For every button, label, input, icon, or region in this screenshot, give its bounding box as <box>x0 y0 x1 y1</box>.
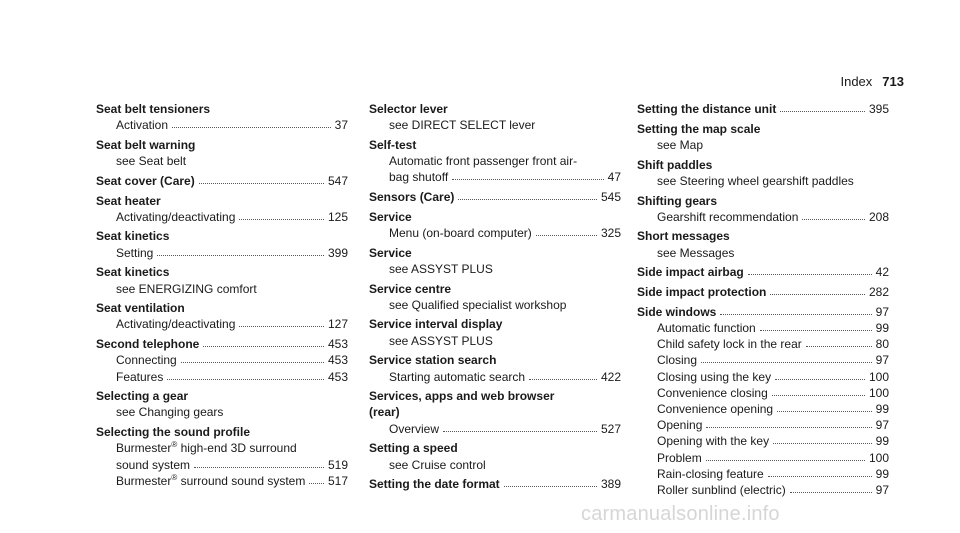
index-entry <box>96 193 348 225</box>
index-subentry <box>637 401 889 417</box>
index-entry <box>369 476 621 492</box>
subentry-label <box>657 336 802 352</box>
term-label: Side impact protection <box>637 285 767 300</box>
term-label: Seat ventilation <box>96 301 185 316</box>
subentry-label <box>116 153 186 169</box>
page-reference: 97 <box>875 418 889 433</box>
subentry-text: Rain-closing feature <box>657 466 764 481</box>
index-entry <box>96 424 348 489</box>
index-term <box>637 284 889 300</box>
subentry-text: Starting automatic search <box>389 369 526 384</box>
page-reference: 389 <box>600 477 621 492</box>
subentry-label <box>389 457 486 473</box>
index-term <box>637 264 889 280</box>
index-entry <box>96 228 348 260</box>
index-term <box>369 137 621 153</box>
term-label: Services, apps and web browser <box>369 389 555 404</box>
page-reference: 99 <box>875 466 889 481</box>
index-term <box>637 157 889 173</box>
index-column-3 <box>637 101 889 502</box>
dot-leader <box>452 179 603 180</box>
subentry-text: Menu (on-board computer) <box>389 225 532 240</box>
subentry-label <box>657 245 734 261</box>
page-reference: 399 <box>327 245 348 260</box>
subentry-text: see ENERGIZING comfort <box>116 281 257 296</box>
subentry-text: Features <box>116 369 164 384</box>
dot-leader <box>239 219 324 220</box>
page-reference: 42 <box>875 265 889 280</box>
index-subentry <box>96 281 348 297</box>
term-label: Seat belt tensioners <box>96 102 211 116</box>
subentry-text: Automatic front passenger front air- <box>389 154 578 169</box>
page-reference: 47 <box>607 170 621 185</box>
index-subentry <box>637 466 889 482</box>
index-subentry <box>637 417 889 433</box>
index-term <box>369 352 621 368</box>
page-reference: 99 <box>875 401 889 416</box>
subentry-text: Child safety lock in the rear <box>657 337 802 352</box>
index-term <box>369 388 621 404</box>
page-reference: 97 <box>875 353 889 368</box>
subentry-label <box>116 117 168 133</box>
index-subentry <box>637 369 889 385</box>
index-term <box>96 173 348 189</box>
index-entry <box>637 157 889 189</box>
index-entry <box>637 121 889 153</box>
subentry-label <box>116 245 153 261</box>
subentry-text-continued: high-end 3D surround <box>177 441 297 456</box>
index-entry <box>369 352 621 384</box>
index-subentry <box>637 173 889 189</box>
subentry-text: see ASSYST PLUS <box>389 333 493 348</box>
subentry-text: Automatic function <box>657 320 756 335</box>
index-term <box>96 228 348 244</box>
index-entry <box>96 173 348 189</box>
subentry-label <box>657 433 769 449</box>
subentry-label <box>389 297 566 313</box>
watermark-text: carmanualsonline.info <box>581 503 780 525</box>
index-term <box>96 137 348 153</box>
index-entry <box>96 264 348 296</box>
dot-leader <box>748 274 872 275</box>
index-subentry <box>369 153 621 169</box>
index-term <box>96 388 348 404</box>
term-label: Service interval display <box>369 317 503 332</box>
index-entry <box>369 388 621 437</box>
index-subentry <box>369 421 621 437</box>
dot-leader <box>529 379 597 380</box>
subentry-label <box>116 369 163 385</box>
dot-leader <box>181 362 324 363</box>
dot-leader <box>777 411 872 412</box>
index-subentry <box>96 369 348 385</box>
index-subentry <box>637 209 889 225</box>
subentry-label <box>389 153 577 169</box>
subentry-label <box>657 450 702 466</box>
subentry-text: see Map <box>657 137 704 152</box>
index-term <box>637 101 889 117</box>
index-term <box>637 193 889 209</box>
dot-leader <box>775 379 865 380</box>
subentry-text: Closing <box>657 353 698 368</box>
subentry-label <box>389 421 439 437</box>
subentry-text: see Changing gears <box>116 405 224 420</box>
subentry-label <box>657 482 786 498</box>
index-term <box>369 101 621 117</box>
subentry-text: Convenience closing <box>657 385 768 400</box>
index-entry <box>369 101 621 133</box>
term-label: Setting the map scale <box>637 121 761 136</box>
dot-leader <box>309 483 324 484</box>
subentry-text: Closing using the key <box>657 369 772 384</box>
index-entry <box>637 284 889 300</box>
index-term <box>96 300 348 316</box>
index-subentry <box>96 153 348 169</box>
term-label: Seat kinetics <box>96 229 170 244</box>
index-entry <box>96 388 348 420</box>
index-entry <box>96 336 348 385</box>
term-label: Setting the date format <box>369 477 500 492</box>
page-reference: 325 <box>600 225 621 240</box>
index-entry <box>369 281 621 313</box>
page-reference: 127 <box>327 317 348 332</box>
term-label: Side windows <box>637 304 717 319</box>
subentry-text: Problem <box>657 450 702 465</box>
subentry-label <box>116 316 235 332</box>
index-column-2 <box>369 101 621 496</box>
page-header <box>840 74 904 89</box>
dot-leader <box>536 235 597 236</box>
index-subentry <box>637 352 889 368</box>
dot-leader <box>768 476 872 477</box>
subentry-label <box>116 457 190 473</box>
subentry-label <box>657 385 768 401</box>
dot-leader <box>790 492 872 493</box>
subentry-label <box>389 333 493 349</box>
page-reference: 97 <box>875 482 889 497</box>
subentry-text: Overview <box>389 421 440 436</box>
index-subentry <box>637 385 889 401</box>
term-label: Seat cover (Care) <box>96 173 195 188</box>
term-label: Seat heater <box>96 193 161 208</box>
subentry-label <box>116 352 177 368</box>
index-entry <box>96 300 348 332</box>
index-entry <box>637 304 889 498</box>
index-subentry <box>96 316 348 332</box>
subentry-text: Gearshift recommendation <box>657 209 799 224</box>
subentry-text: Roller sunblind (electric) <box>657 482 786 497</box>
page-reference: 395 <box>868 102 889 116</box>
page-number: 713 <box>882 74 904 89</box>
dot-leader <box>772 395 865 396</box>
subentry-label <box>657 401 773 417</box>
term-label: Selector lever <box>369 102 448 116</box>
subentry-label <box>116 404 223 420</box>
index-term <box>369 189 621 205</box>
page-reference: 80 <box>875 337 889 352</box>
index-term <box>96 193 348 209</box>
index-subentry <box>96 457 348 473</box>
index-entry <box>369 209 621 241</box>
index-subentry <box>637 336 889 352</box>
index-entry <box>637 101 889 117</box>
index-entry <box>369 245 621 277</box>
index-entry <box>637 228 889 260</box>
term-label: Service <box>369 245 412 260</box>
subentry-label <box>657 417 702 433</box>
dot-leader <box>203 346 324 347</box>
page-reference: 282 <box>868 285 889 300</box>
index-subentry <box>96 352 348 368</box>
index-entry <box>96 137 348 169</box>
subentry-text: sound system <box>116 457 191 472</box>
term-label: Service <box>369 209 412 224</box>
index-term <box>369 440 621 456</box>
dot-leader <box>802 219 865 220</box>
index-subentry <box>369 117 621 133</box>
dot-leader <box>458 199 597 200</box>
dot-leader <box>157 255 324 256</box>
term-label: Seat kinetics <box>96 265 170 280</box>
index-term <box>369 209 621 225</box>
subentry-text: Activating/deactivating <box>116 317 236 332</box>
index-subentry <box>637 482 889 498</box>
index-term <box>369 316 621 332</box>
term-label: Seat belt warning <box>96 137 196 152</box>
subentry-text: bag shutoff <box>389 170 449 185</box>
term-label: Side impact airbag <box>637 265 744 280</box>
dot-leader <box>760 330 872 331</box>
subentry-label <box>657 466 764 482</box>
index-term <box>96 264 348 280</box>
subentry-label <box>116 440 297 456</box>
subentry-label <box>116 281 257 297</box>
index-subentry <box>369 169 621 185</box>
index-subentry <box>637 320 889 336</box>
subentry-label <box>116 473 305 489</box>
index-term <box>96 424 348 440</box>
subentry-label <box>657 320 756 336</box>
dot-leader <box>770 294 865 295</box>
index-subentry <box>96 245 348 261</box>
page-reference: 453 <box>327 369 348 384</box>
page-reference: 527 <box>600 421 621 436</box>
subentry-text: see ASSYST PLUS <box>389 261 493 276</box>
subentry-text: see Seat belt <box>116 154 187 169</box>
page-reference: 547 <box>327 173 348 188</box>
dot-leader <box>194 467 324 468</box>
term-label: Shift paddles <box>637 157 713 172</box>
page-reference: 545 <box>600 190 621 205</box>
index-subentry <box>369 333 621 349</box>
index-subentry <box>96 473 348 489</box>
dot-leader <box>199 183 324 184</box>
dot-leader <box>172 127 331 128</box>
subentry-text: Opening <box>657 418 703 433</box>
page-reference: 100 <box>868 450 889 465</box>
page-reference: 100 <box>868 385 889 400</box>
index-term <box>637 121 889 137</box>
index-term-continued <box>369 404 621 420</box>
index-term <box>96 101 348 117</box>
dot-leader <box>167 379 324 380</box>
index-subentry <box>96 440 348 456</box>
term-label: Self-test <box>369 137 417 152</box>
subentry-label <box>657 173 854 189</box>
index-entry <box>637 193 889 225</box>
index-term <box>96 336 348 352</box>
index-subentry <box>369 297 621 313</box>
page-reference: 453 <box>327 337 348 352</box>
page-reference: 100 <box>868 369 889 384</box>
term-label: Selecting a gear <box>96 389 189 404</box>
page-reference: 125 <box>327 209 348 224</box>
subentry-label <box>389 225 532 241</box>
dot-leader <box>720 314 871 315</box>
dot-leader <box>780 111 865 112</box>
dot-leader <box>504 486 597 487</box>
subentry-label <box>657 209 798 225</box>
term-label: (rear) <box>369 405 400 420</box>
subentry-text: Connecting <box>116 353 177 368</box>
index-entry <box>369 137 621 186</box>
subentry-label <box>116 209 235 225</box>
term-label: Second telephone <box>96 337 200 352</box>
page-reference: 422 <box>600 369 621 384</box>
dot-leader <box>706 427 871 428</box>
subentry-text: Activation <box>116 118 169 133</box>
term-label: Selecting the sound profile <box>96 425 251 440</box>
index-entry <box>369 440 621 472</box>
term-label: Service station search <box>369 353 497 368</box>
index-entry <box>96 101 348 133</box>
page-reference: 208 <box>868 209 889 224</box>
index-subentry <box>369 457 621 473</box>
index-subentry <box>637 433 889 449</box>
index-subentry <box>96 209 348 225</box>
index-subentry <box>637 137 889 153</box>
registered-mark: ® <box>171 440 178 450</box>
subentry-label <box>657 369 771 385</box>
subentry-text: see Steering wheel gearshift paddles <box>657 173 854 188</box>
term-label: Setting the distance unit <box>637 102 777 116</box>
index-term <box>369 281 621 297</box>
subentry-text: Opening with the key <box>657 434 770 449</box>
registered-mark: ® <box>171 472 178 482</box>
index-column-1 <box>96 101 348 492</box>
index-subentry <box>96 117 348 133</box>
index-subentry <box>637 245 889 261</box>
subentry-text: Setting <box>116 245 154 260</box>
header-label: Index <box>840 74 873 89</box>
subentry-label <box>389 117 535 133</box>
subentry-text: Activating/deactivating <box>116 209 236 224</box>
index-subentry <box>637 450 889 466</box>
index-entry <box>369 316 621 348</box>
dot-leader <box>239 326 324 327</box>
index-entry <box>369 189 621 205</box>
page-reference: 519 <box>327 457 348 472</box>
index-term <box>637 228 889 244</box>
subentry-label <box>389 261 493 277</box>
subentry-text: Convenience opening <box>657 401 774 416</box>
page-reference: 37 <box>334 118 348 133</box>
subentry-label <box>657 352 697 368</box>
term-label: Short messages <box>637 229 730 244</box>
index-term <box>637 304 889 320</box>
dot-leader <box>443 431 597 432</box>
subentry-text: see Cruise control <box>389 457 486 472</box>
page-reference: 517 <box>327 473 348 488</box>
page-reference: 453 <box>327 353 348 368</box>
dot-leader <box>701 362 872 363</box>
subentry-label <box>657 137 703 153</box>
subentry-text: see Qualified specialist workshop <box>389 297 567 312</box>
page-reference: 99 <box>875 434 889 449</box>
term-label: Setting a speed <box>369 441 458 456</box>
index-term <box>369 245 621 261</box>
dot-leader <box>706 460 865 461</box>
index-subentry <box>369 369 621 385</box>
index-subentry <box>96 404 348 420</box>
subentry-text-continued: surround sound system <box>177 473 306 488</box>
dot-leader <box>806 346 872 347</box>
subentry-text: Burmester <box>116 441 172 456</box>
subentry-text: Burmester <box>116 473 172 488</box>
dot-leader <box>773 443 872 444</box>
subentry-text: see DIRECT SELECT lever <box>389 118 536 133</box>
index-subentry <box>369 261 621 277</box>
page-reference: 99 <box>875 320 889 335</box>
index-term <box>369 476 621 492</box>
page-reference: 97 <box>875 304 889 319</box>
index-entry <box>637 264 889 280</box>
term-label: Service centre <box>369 281 452 296</box>
subentry-label <box>389 369 525 385</box>
term-label: Shifting gears <box>637 193 718 208</box>
subentry-text: see Messages <box>657 245 735 260</box>
index-subentry <box>369 225 621 241</box>
term-label: Sensors (Care) <box>369 190 455 205</box>
subentry-label <box>389 169 448 185</box>
